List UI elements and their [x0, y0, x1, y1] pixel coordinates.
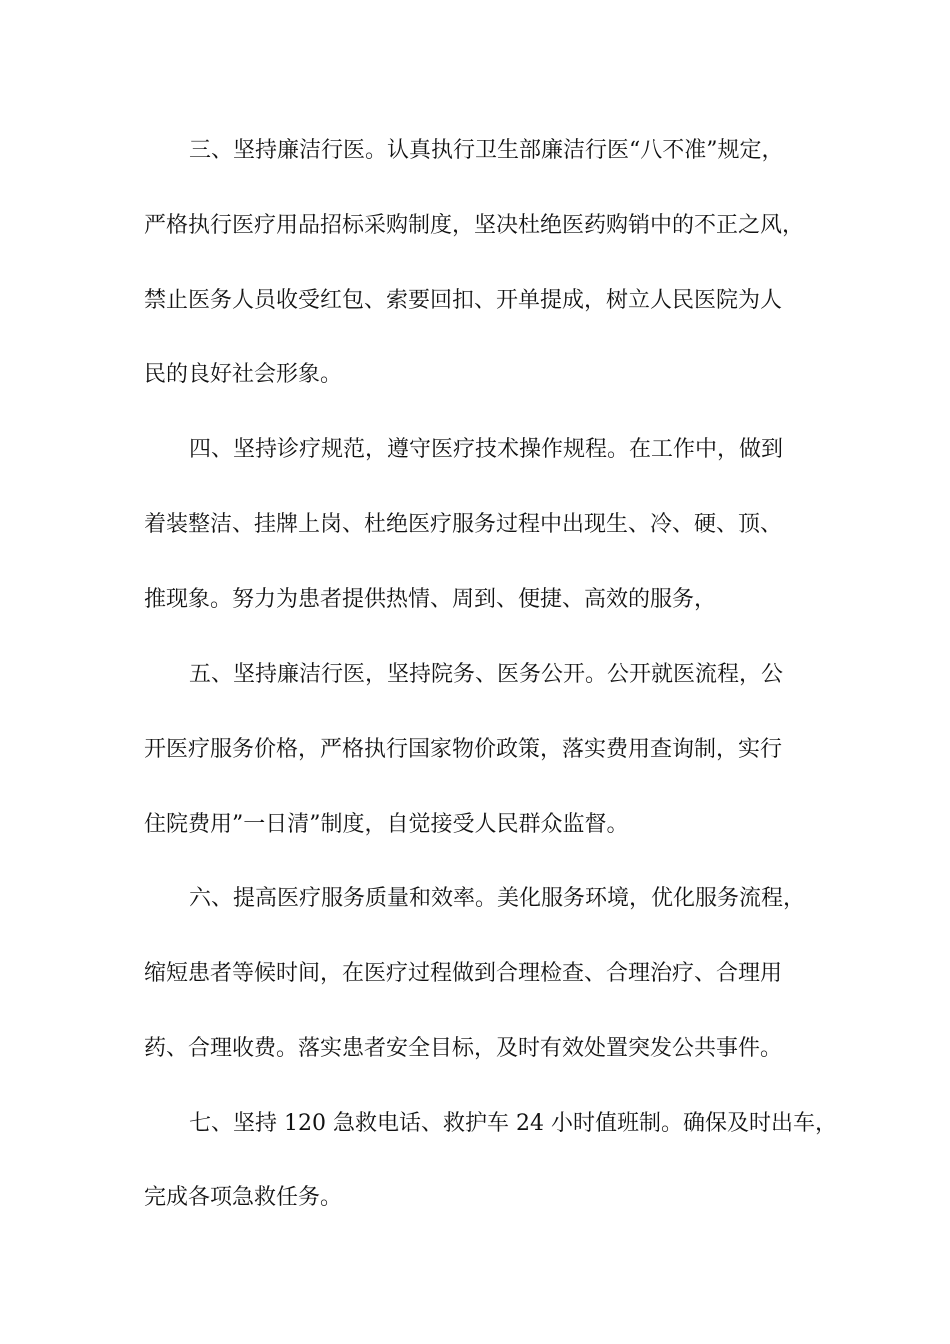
text-line: 开医疗服务价格，严格执行国家物价政策，落实费用查询制，实行 — [144, 737, 783, 762]
text-line: 缩短患者等候时间，在医疗过程做到合理检查、合理治疗、合理用 — [144, 961, 783, 986]
text-line: 推现象。努力为患者提供热情、周到、便捷、高效的服务， — [144, 587, 717, 612]
text-line: 民的良好社会形象。 — [144, 362, 343, 387]
text-line: 六、提高医疗服务质量和效率。美化服务环境，优化服务流程， — [189, 886, 806, 911]
text-line: 五、坚持廉洁行医，坚持院务、医务公开。公开就医流程，公 — [189, 662, 784, 687]
text-line: 严格执行医疗用品招标采购制度，坚决杜绝医药购销中的不正之风， — [144, 213, 805, 238]
text-line: 禁止医务人员收受红包、索要回扣、开单提成，树立人民医院为人 — [144, 288, 783, 313]
text-line: 三、坚持廉洁行医。认真执行卫生部廉洁行医“八不准”规定， — [189, 138, 784, 163]
text-line: 七、坚持 120 急救电话、救护车 24 小时值班制。确保及时出车， — [189, 1111, 837, 1136]
text-line: 住院费用”一日清”制度，自觉接受人民群众监督。 — [144, 812, 629, 837]
text-line: 药、合理收费。落实患者安全目标，及时有效处置突发公共事件。 — [144, 1036, 783, 1061]
text-line: 完成各项急救任务。 — [144, 1185, 343, 1210]
text-line: 四、坚持诊疗规范，遵守医疗技术操作规程。在工作中，做到 — [189, 437, 784, 462]
text-line: 着装整洁、挂牌上岗、杜绝医疗服务过程中出现生、冷、硬、顶、 — [144, 512, 783, 537]
